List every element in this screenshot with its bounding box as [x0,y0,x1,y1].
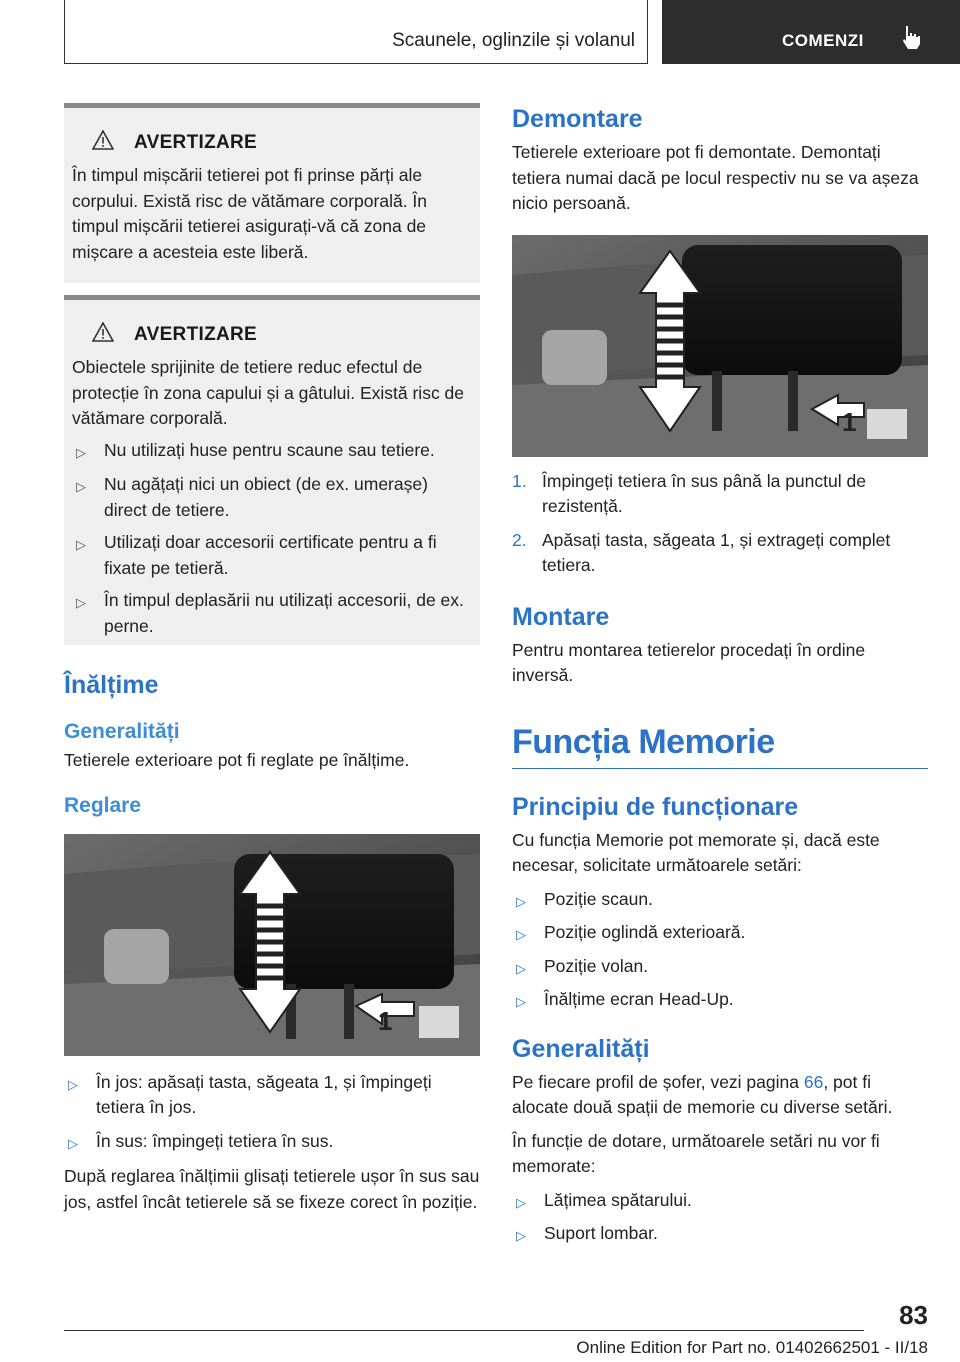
list-item: ▷ Poziție volan. [512,954,928,982]
section-heading-install: Montare [512,602,610,631]
list-item: ▷ În jos: apăsați tasta, săgeata 1, și împingeți tetiera în jos. [64,1070,480,1121]
heading-rule [512,768,928,769]
bullet-triangle-icon: ▷ [68,1135,78,1151]
install-text: Pentru montarea tetierelor procedați în ordine inversă. [512,639,866,685]
section-heading-principle: Principiu de funcționare [512,792,799,821]
chapter-tab[interactable] [662,0,960,64]
bullet-triangle-icon: ▷ [76,479,86,494]
subheading-general: Generalități [64,720,180,743]
bullet-triangle-icon: ▷ [76,595,86,610]
footer-divider [64,1330,864,1331]
warning-text: În timpul mișcării tetierei pot fi prinse părți ale corpului. Există risc de vătămare corporală. În timpul mișcării tetierei asigurați-vă că zona de mișcare a acesteia este liberă. [72,165,428,262]
list-item: ▷ Utilizați doar accesorii certificate pentru a fi fixate pe tetieră. [72,530,472,581]
list-item: ▷ Poziție scaun. [512,887,928,915]
page-link[interactable]: 66 [803,1071,824,1092]
equipment-text: În funcție de dotare, următoarele setări nu vor fi memorate: [512,1130,880,1176]
bullet-triangle-icon: ▷ [516,927,526,942]
warning-box-1 [64,103,480,283]
header-section-box [64,0,648,64]
page-number: 83 [899,1300,928,1330]
headrest-remove-illustration [512,235,928,457]
list-item: ▷ Nu utilizați huse pentru scaune sau tetiere. [72,438,472,466]
edition-footer: Online Edition for Part no. 01402662501 - II/18 [576,1338,928,1357]
section-heading-remove: Demontare [512,105,643,133]
warning-triangle-icon [92,130,114,155]
step-number: 2. [512,529,527,550]
after-adjust-text: După reglarea înălțimii glisați tetierele ușor în sus sau jos, astfel încât tetierele să se fixeze corect în poziție. [64,1166,480,1212]
general-text: Tetierele exterioare pot fi reglate pe înălțime. [64,750,410,770]
bullet-triangle-icon: ▷ [516,893,526,909]
chapter-heading-memory: Funcția Memorie [512,722,775,761]
chapter-tab-label: COMENZI [782,31,864,50]
section-heading-general: Generalități [512,1034,650,1063]
bullet-triangle-icon: ▷ [76,444,86,460]
figure-label: 1 [378,1005,393,1036]
step-item: 2. Apăsați tasta, săgeata 1, și extrageți complet tetiera. [512,528,928,579]
general-profile-text: Pe fiecare profil de șofer, vezi pagina 66, pot fi alocate două spații de memorie cu diverse setări. [512,1071,893,1117]
list-item: ▷ Înălțime ecran Head-Up. [512,987,928,1015]
step-number: 1. [512,470,527,491]
bullet-triangle-icon: ▷ [76,537,86,552]
list-item: ▷ Nu agățați nici un obiect (de ex. umerașe) direct de tetiere. [72,472,472,523]
list-item: ▷ În timpul deplasării nu utilizați accesorii, de ex. perne. [72,588,472,639]
section-title: Scaunele, oglinzile și volanul [392,30,635,51]
warning-box-2 [64,295,480,645]
headrest-adjust-illustration [64,834,480,1056]
bullet-triangle-icon: ▷ [68,1076,78,1092]
principle-text: Cu funcția Memorie pot memorate și, dacă este necesar, solicitate următoarele setări: [512,829,880,875]
remove-text: Tetierele exterioare pot fi demontate. Demontați tetiera numai dacă pe locul respectiv nu se va așeza nicio persoană. [512,142,919,213]
bullet-triangle-icon: ▷ [516,1194,526,1210]
hand-pointer-icon [900,24,924,55]
list-item: ▷ În sus: împingeți tetiera în sus. [64,1129,480,1157]
section-heading-height: Înălțime [64,671,159,699]
step-item: 1. Împingeți tetiera în sus până la punctul de rezistență. [512,469,928,520]
bullet-triangle-icon: ▷ [516,960,526,976]
bullet-triangle-icon: ▷ [516,994,526,1009]
warning-title: AVERTIZARE [134,323,257,345]
list-item: ▷ Lățimea spătarului. [512,1188,928,1216]
list-item: ▷ Poziție oglindă exterioară. [512,920,928,948]
warning-triangle-icon [92,322,114,347]
warning-title: AVERTIZARE [134,131,257,153]
subheading-adjust: Reglare [64,793,142,817]
warning-text: Obiectele sprijinite de tetiere reduc efectul de protecție în zona capului și a gâtului. Există risc de vătămare corporală. [72,357,465,428]
figure-label: 1 [842,406,857,437]
bullet-triangle-icon: ▷ [516,1228,526,1243]
list-item: ▷ Suport lombar. [512,1221,928,1249]
